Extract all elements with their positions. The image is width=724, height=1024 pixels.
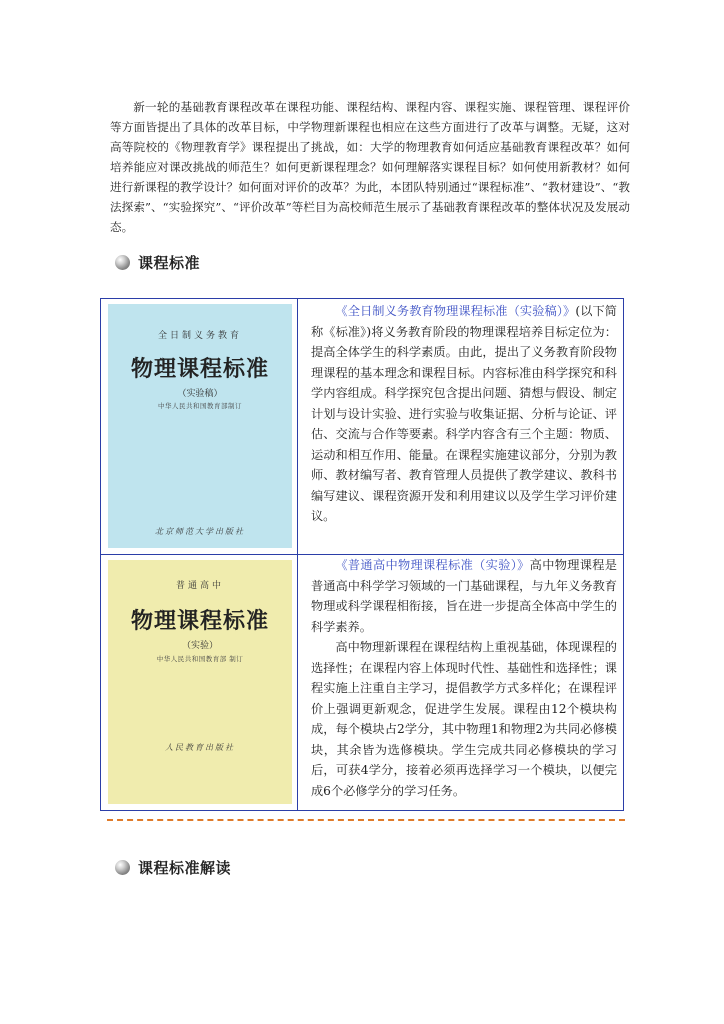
cover-title: 物理课程标准 bbox=[130, 356, 269, 382]
standard-row-compulsory bbox=[101, 299, 623, 555]
dashed-separator bbox=[107, 819, 625, 821]
standard-description bbox=[311, 301, 617, 527]
book-cover-high-school bbox=[108, 560, 292, 804]
column-divider bbox=[297, 299, 298, 554]
cover-press: 北京师范大学出版社 bbox=[155, 527, 245, 536]
standard-body: 高中物理课程是普通高中科学学习领域的一门基础课程，与九年义务教育物理或科学课程相衔接，旨在进一步提高全体高中学生的科学素养。 bbox=[311, 558, 617, 634]
cover-press: 人民教育出版社 bbox=[165, 743, 235, 752]
column-divider bbox=[297, 555, 298, 810]
standard-description bbox=[311, 555, 617, 801]
section-heading-standards-interpretation bbox=[115, 857, 231, 878]
standard-title-link[interactable]: 《普通高中物理课程标准（实验）》 bbox=[335, 558, 530, 572]
standard-body: (以下简称《标准》)将义务教育阶段的物理课程培养目标定位为：提高全体学生的科学素质。由此，提出了义务教育阶段物理课程的基本理念和课程目标。内容标准由科学探究和科学内容组成。科学探究包含提出问题、猜想与假设、制定计划与设计实验、进行实验与收集证据、分析与论证、评估、交流与合作等要素。科学内容含有三个主题：物质、运动和相互作用、能量。在课程实施建议部分，分别为教师、教材编写者、教育管理人员提供了教学建议、教科书编写建议、课程资源开发和利用建议以及学生学习评价建议。 bbox=[311, 304, 617, 523]
standard-row-high-school bbox=[101, 555, 623, 810]
standard-body-paragraph-2: 高中物理新课程在课程结构上重视基础，体现课程的选择性；在课程内容上体现时代性、基础性和选择性；课程实施上注重自主学习，提倡教学方式多样化；在课程评价上强调更新观念，促进学生发展。课程由12个模块构成，每个模块占2学分，其中物理1和物理2为共同必修模块，其余皆为选修模块。学生完成共同必修模块的学习后，可获4学分，接着必须再选择学习一个模块，以便完成6个必修学分的学习任务。 bbox=[311, 640, 617, 798]
cover-subtitle: 普通高中 bbox=[175, 581, 224, 591]
standards-table bbox=[100, 298, 624, 811]
standard-title-link[interactable]: 《全日制义务教育物理课程标准（实验稿）》 bbox=[335, 304, 576, 318]
section-title: 课程标准 bbox=[138, 254, 201, 272]
cover-edition: （实验） bbox=[181, 641, 218, 651]
cover-edition: （实验稿） bbox=[177, 389, 223, 399]
cover-publisher: 中华人民共和国教育部制订 bbox=[158, 402, 242, 410]
book-cover-compulsory bbox=[108, 304, 292, 548]
sphere-bullet-icon bbox=[115, 255, 130, 270]
cover-publisher: 中华人民共和国教育部 制订 bbox=[156, 655, 244, 663]
cover-title: 物理课程标准 bbox=[130, 608, 269, 634]
intro-paragraph: 新一轮的基础教育课程改革在课程功能、课程结构、课程内容、课程实施、课程管理、课程评价等方面皆提出了具体的改革目标，中学物理新课程也相应在这些方面进行了改革与调整。无疑，这对高等院校的《物理教育学》课程提出了挑战，如：大学的物理教育如何适应基础教育课程改革？如何培养能应对课改挑战的师范生？如何更新课程理念？如何理解落实课程目标？如何使用新教材？如何进行新课程的教学设计？如何面对评价的改革？为此，本团队特别通过“课程标准”、“教材建设”、“教法探索”、“实验探究”、“评价改革”等栏目为高校师范生展示了基础教育课程改革的整体状况及发展动态。 bbox=[110, 100, 630, 234]
sphere-bullet-icon bbox=[115, 860, 130, 875]
section-title: 课程标准解读 bbox=[138, 859, 232, 877]
cover-subtitle: 全日制义务教育 bbox=[157, 331, 242, 341]
section-heading-curriculum-standards bbox=[115, 252, 200, 273]
